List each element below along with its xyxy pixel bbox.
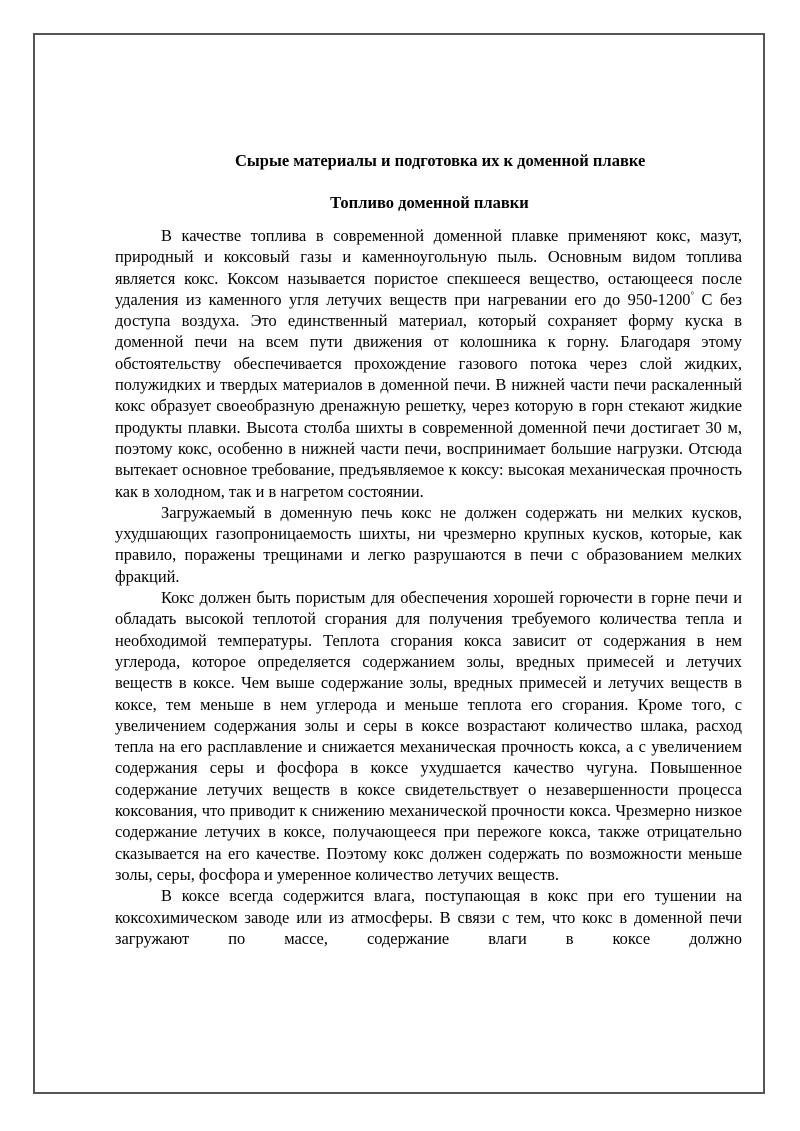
paragraph-1 <box>115 225 742 502</box>
paragraph-1-text-b: С без доступа воздуха. Это единственный материал, который сохраняет форму куска в доменной печи на всем пути движения от колошника к горну. Благодаря этому обстоятельству обеспечивается прохождение газового потока через слой жидких, полужидких и твердых материалов в доменной печи. В нижней части печи раскаленный кокс образует своеобразную дренажную решетку, через которую в горн стекают жидкие продукты плавки. Высота столба шихты в современной доменной печи достигает 30 м, поэтому кокс, особенно в нижней части печи, воспринимает большие нагрузки. Отсюда вытекает основное требование, предъявляемое к коксу: высокая механическая прочность как в холодном, так и в нагретом состоянии. <box>115 289 743 501</box>
section-heading: Топливо доменной плавки <box>330 193 529 212</box>
document-body <box>115 150 742 949</box>
degree-sign: ° <box>690 289 695 300</box>
paragraph-3: Кокс должен быть пористым для обеспечения хорошей горючести в горне печи и обладать высокой теплотой сгорания для получения требуемого количества тепла и необходимой температуры. Теплота сгорания кокса зависит от содержания в нем углерода, которое определяется содержанием золы, вредных примесей и летучих веществ в коксе. Чем выше содержание золы, вредных примесей и летучих веществ в коксе, тем меньше в нем углерода и меньше теплота его сгорания. Кроме того, с увеличением содержания золы и серы в коксе возрастают количество шлака, расход тепла на его расплавление и снижается механическая прочность кокса, а с увеличением содержания серы и фосфора в коксе ухудшается качество чугуна. Повышенное содержание летучих веществ в коксе свидетельствует о незавершенности процесса коксования, что приводит к снижению механической прочности кокса. Чрезмерно низкое содержание летучих в коксе, получающееся при пережоге кокса, также отрицательно сказывается на его качестве. Поэтому кокс должен содержать по возможности меньше золы, серы, фосфора и умеренное количество летучих веществ. <box>115 588 742 884</box>
paragraph-4: В коксе всегда содержится влага, поступающая в кокс при его тушении на коксохимическом заводе или из атмосферы. В связи с тем, что кокс в доменной печи загружают по массе, содержание влаги в коксе должно <box>115 886 742 948</box>
paragraph-1-text-a: В качестве топлива в современной доменной плавке применяют кокс, мазут, природный и коксовый газы и каменноугольную пыль. Основным видом топлива является кокс. Коксом называется пористое спекшееся вещество, остающееся после удаления из каменного угля летучих веществ при нагревании его до 950-1200 <box>115 226 742 309</box>
paragraph-2: Загружаемый в доменную печь кокс не должен содержать ни мелких кусков, ухудшающих газопроницаемость шихты, ни чрезмерно крупных кусков, которые, как правило, поражены трещинами и легко разрушаются в печи с образованием мелких фракций. <box>115 502 742 586</box>
document-title: Сырые материалы и подготовка их к доменной плавке <box>235 151 646 170</box>
